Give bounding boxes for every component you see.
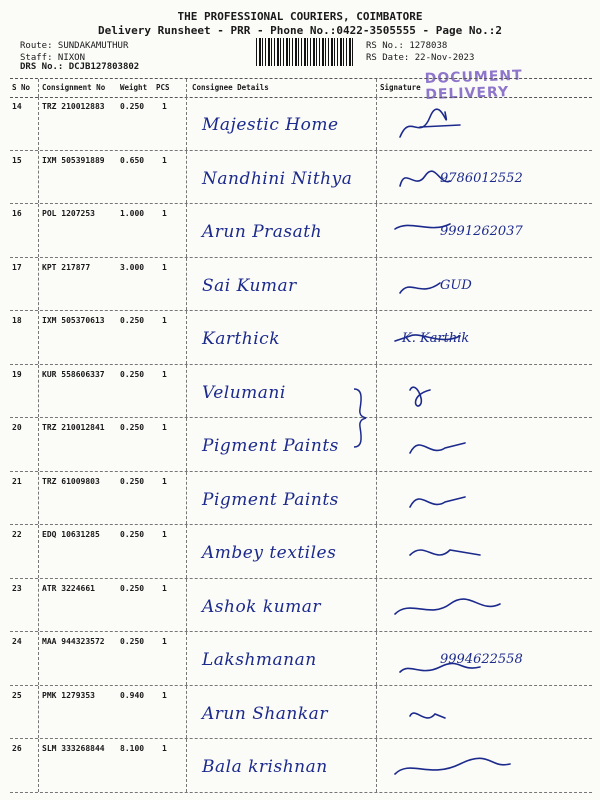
row-pcs: 1 <box>162 262 167 272</box>
table-row <box>10 97 592 151</box>
signature-scribble <box>390 107 560 147</box>
row-consignee: Pigment Paints <box>202 489 339 510</box>
row-consignment-no: MAA 944323572 <box>42 637 105 646</box>
row-sno: 16 <box>12 209 22 218</box>
table-row <box>10 418 592 472</box>
route-text: Route: SUNDAKAMUTHUR <box>20 41 129 51</box>
row-weight: 0.250 <box>120 423 145 432</box>
table-row <box>10 739 592 793</box>
row-consignment-no: KPT 217877 <box>42 262 91 272</box>
row-pcs: 1 <box>162 316 167 325</box>
row-pcs: 1 <box>162 369 167 379</box>
signature-note: 9991262037 <box>440 224 523 239</box>
row-consignment-no: POL 1207253 <box>42 209 95 218</box>
row-pcs: 1 <box>162 476 167 486</box>
row-weight: 0.250 <box>120 530 145 539</box>
runsheet-table <box>10 97 592 793</box>
rs-number: RS No.: 1278038 <box>366 41 448 51</box>
signature-scribble <box>390 268 560 308</box>
signature-scribble <box>390 749 560 789</box>
row-weight: 0.250 <box>120 102 145 111</box>
table-row <box>10 151 592 205</box>
row-consignment-no: TRZ 61009803 <box>42 476 100 486</box>
runsheet-header <box>0 10 600 38</box>
table-row <box>10 632 592 686</box>
row-weight: 0.940 <box>120 690 145 700</box>
row-sno: 23 <box>12 583 22 593</box>
signature-scribble <box>390 428 560 468</box>
row-weight: 0.650 <box>120 155 145 165</box>
row-consignee: Karthick <box>202 329 281 349</box>
row-weight: 1.000 <box>120 209 145 218</box>
col-sno: S No <box>12 83 31 92</box>
row-consignee: Bala krishnan <box>202 757 328 777</box>
row-consignee: Arun Prasath <box>202 222 323 242</box>
signature-note: 9994622558 <box>440 652 523 667</box>
row-sno: 14 <box>12 102 22 111</box>
rs-block <box>366 40 474 64</box>
row-consignee: Velumani <box>202 382 286 403</box>
row-consignment-no: KUR 558606337 <box>42 369 105 379</box>
rs-date: RS Date: 22-Nov-2023 <box>366 53 475 63</box>
row-pcs: 1 <box>162 209 167 218</box>
row-consignee: Pigment Paints <box>202 436 339 456</box>
row-consignment-no: PMK 1279353 <box>42 690 95 700</box>
row-pcs: 1 <box>162 637 167 646</box>
row-sno: 19 <box>12 369 22 379</box>
signature-scribble <box>390 589 560 629</box>
table-row <box>10 686 592 740</box>
row-pcs: 1 <box>162 744 167 753</box>
row-consignment-no: TRZ 210012841 <box>42 423 105 432</box>
column-header-row <box>10 78 592 98</box>
col-weight: Weight <box>120 83 148 92</box>
row-weight: 0.250 <box>120 476 145 486</box>
row-consignment-no: IXM 505370613 <box>42 316 105 325</box>
row-sno: 22 <box>12 530 22 539</box>
col-consignment: Consignment No <box>42 83 106 92</box>
brace-mark <box>352 387 368 449</box>
col-signature: Signature <box>380 83 421 92</box>
row-sno: 24 <box>12 637 22 646</box>
row-sno: 25 <box>12 690 22 700</box>
barcode <box>256 38 354 66</box>
table-row <box>10 311 592 365</box>
table-row <box>10 258 592 312</box>
signature-note: 9786012552 <box>440 170 523 186</box>
document-delivery-stamp: DOCUMENT DELIVERY <box>424 67 523 104</box>
row-sno: 18 <box>12 316 22 325</box>
staff-text: Staff: NIXON <box>20 53 86 63</box>
row-sno: 21 <box>12 476 22 486</box>
signature-note: GUD <box>440 277 472 293</box>
row-consignment-no: SLM 333268844 <box>42 744 105 753</box>
signature-scribble <box>390 696 560 736</box>
row-consignment-no: EDQ 10631285 <box>42 530 100 539</box>
col-consignee: Consignee Details <box>192 83 269 92</box>
row-consignment-no: TRZ 210012883 <box>42 102 105 111</box>
row-pcs: 1 <box>162 102 167 111</box>
table-row <box>10 579 592 633</box>
drs-number: DRS No.: DCJB127803802 <box>20 62 140 72</box>
row-consignee: Ambey textiles <box>202 543 337 563</box>
route-staff-block <box>20 40 128 64</box>
signature-scribble <box>390 375 560 415</box>
row-pcs: 1 <box>162 423 167 432</box>
row-consignee: Majestic Home <box>202 115 339 135</box>
col-pcs: PCS <box>156 83 170 92</box>
row-weight: 0.250 <box>120 369 145 379</box>
row-sno: 15 <box>12 155 22 165</box>
table-row <box>10 204 592 258</box>
row-sno: 26 <box>12 744 22 753</box>
row-weight: 0.250 <box>120 583 145 593</box>
table-row <box>10 365 592 419</box>
row-sno: 20 <box>12 423 22 432</box>
row-consignment-no: ATR 3224661 <box>42 583 95 593</box>
table-row <box>10 472 592 526</box>
row-consignee: Sai Kumar <box>202 275 297 296</box>
table-row <box>10 525 592 579</box>
row-consignee: Nandhini Nithya <box>202 168 353 189</box>
row-weight: 0.250 <box>120 316 145 325</box>
row-consignee: Ashok kumar <box>202 596 322 617</box>
signature-note: K. Karthik <box>402 331 470 346</box>
row-weight: 0.250 <box>120 637 145 646</box>
row-consignee: Lakshmanan <box>202 650 317 670</box>
row-pcs: 1 <box>162 690 167 700</box>
signature-scribble <box>390 535 560 575</box>
row-weight: 3.000 <box>120 262 145 272</box>
runsheet-subtitle: Delivery Runsheet - PRR - Phone No.:0422-3505555 - Page No.:2 <box>98 24 502 37</box>
row-sno: 17 <box>12 262 22 272</box>
company-title: THE PROFESSIONAL COURIERS, COIMBATORE <box>177 10 423 23</box>
row-consignee: Arun Shankar <box>202 703 328 724</box>
row-pcs: 1 <box>162 583 167 593</box>
row-pcs: 1 <box>162 155 167 165</box>
row-weight: 8.100 <box>120 744 145 753</box>
signature-scribble <box>390 482 560 522</box>
row-consignment-no: IXM 505391889 <box>42 155 105 165</box>
row-pcs: 1 <box>162 530 167 539</box>
